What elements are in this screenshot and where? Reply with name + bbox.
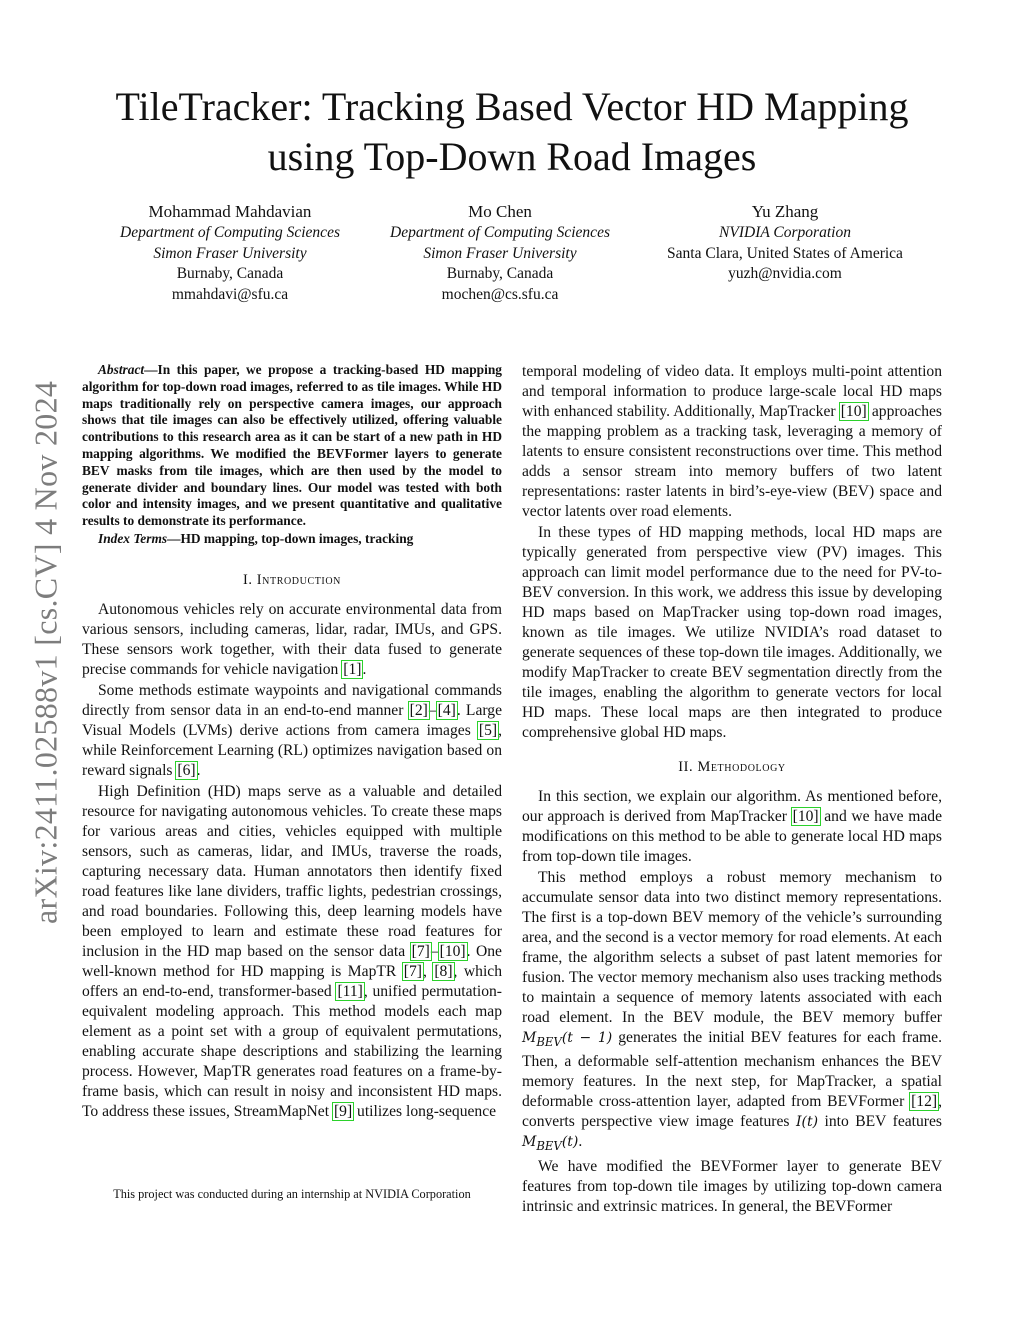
text-span: utilizes long-sequence xyxy=(353,1102,497,1120)
text-span: generates the initial BEV features for each frame. Then, a deformable self-attention mechanism enhances the BEV memory features. In the next step, for MapTracker, a spatial deformable cross-attention layer, adapted from BEVFormer xyxy=(522,1029,942,1110)
citation-link[interactable]: [4] xyxy=(437,701,456,719)
text-span: approaches the mapping problem as a tracking task, leveraging a memory of latents to ensure consistent reconstructions over time. This method adds a sensor stream into memory buffers of two latent representations: raster latents in bird’s-eye-view (BEV) space and vector latents over road elements. xyxy=(522,403,942,520)
text-span: This method employs a robust memory mechanism to accumulate sensor data into two distinct memory representations. The first is a top-down BEV memory of the vehicle’s surrounding area, and the second is a vector memory for road elements. At each frame, the algorithm selects a subset of past latent memories for fusion. The vector memory mechanism also uses tracking methods to maintain a sequence of memory latents associated with each road element. In the BEV module, the BEV memory buffer xyxy=(522,869,942,1026)
citation-link[interactable]: [1] xyxy=(343,660,362,678)
author-dept: Department of Computing Sciences xyxy=(120,224,340,241)
math-argument: (t) xyxy=(561,1133,579,1150)
text-span: temporal modeling of video data. It employs multi-point attention and temporal information to produce large-scale local HD maps with enhanced stability. Additionally, MapTracker xyxy=(522,363,942,420)
section-heading-introduction: I. Introduction xyxy=(243,571,341,588)
text-span: . xyxy=(196,761,201,779)
citation-link[interactable]: [2] xyxy=(409,701,428,719)
text-span: , xyxy=(422,962,434,980)
text-span: , which offers an end-to-end, transformer-based xyxy=(82,962,502,1000)
text-span: High Definition (HD) maps serve as a valuable and detailed resource for navigating autonomous vehicles. To create these maps for various areas and cities, vehicles equipped with multiple sensors, such as cameras, lidar, and IMUs, traverse the roads, capturing necessary data. Human annotators then identify fixed road features like lane dividers, traffic lights, pedestrian crossings, and road boundaries. Following this, deep learning models have been employed to learn and estimate these road features for inclusion in the HD map based on the sensor data xyxy=(82,782,502,960)
paragraph: In these types of HD mapping methods, local HD maps are typically generated from perspective view (PV) images. This approach can limit model performance due to the need for PV-to-BEV conversion. In this work, we address this issue by developing HD maps based on MapTracker using top-down road images, known as tile images. We utilize NVIDIA’s road dataset to generate sequences of these top-down tile images. Additionally, we modify MapTracker to create BEV segmentation directly from the tile images, enabling the algorithm to generate vectors for local HD maps. These local maps are then integrated to produce comprehensive global HD maps. xyxy=(522,524,942,741)
citation-link[interactable]: [9] xyxy=(333,1102,353,1120)
author-3 xyxy=(637,200,933,285)
text-span: , while Reinforcement Learning (RL) optimizes navigation based on reward signals xyxy=(82,721,502,779)
section-heading-methodology: II. Methodology xyxy=(678,759,786,775)
math-expression xyxy=(522,1030,613,1049)
paragraph xyxy=(82,600,502,680)
citation-link[interactable]: [12] xyxy=(911,1092,938,1110)
citation-link[interactable]: [7] xyxy=(411,942,430,960)
citation-link[interactable]: [6] xyxy=(177,761,196,779)
math-subscript: BEV xyxy=(536,1138,562,1153)
text-span: . xyxy=(362,660,367,678)
text-span: Autonomous vehicles rely on accurate environmental data from various sensors, including cameras, lidar, radar, IMUs, and GPS. These sensors work together, with their data fused to generate precise commands for vehicle navigation xyxy=(82,600,502,678)
index-terms-label: Index Terms xyxy=(98,530,168,546)
paragraph xyxy=(522,362,942,522)
text-span: . One well-known method for HD mapping is MapTR xyxy=(82,942,502,980)
math-symbol: M xyxy=(522,1030,537,1046)
paragraph xyxy=(82,782,502,1122)
abstract-text: —In this paper, we propose a tracking-based HD mapping algorithm for top-down road images, referred to as tile images. While HD maps traditionally rely on perspective camera images, our approach shows that tile images can also be effectively utilized, offering valuable contributions to this research area as it can be start of a new path in HD mapping algorithms. We modified the BEVFormer layers to generate BEV masks from tile images, which are then used by the model to generate divider and boundary lines. Our model was tested with both color and intensity images, and we present quantitative and qualitative results to demonstrate its performance. xyxy=(82,362,502,529)
text-span: . Large Visual Models (LVMs) derive actions from camera images xyxy=(82,701,503,739)
math-expression xyxy=(522,1133,579,1153)
right-column xyxy=(522,362,942,1217)
paper-title: TileTracker: Tracking Based Vector HD Mapping using Top-Down Road Images xyxy=(115,84,909,179)
author-email[interactable]: mochen@cs.sfu.ca xyxy=(441,285,559,303)
citation-link[interactable]: [10] xyxy=(792,808,819,825)
text-span: . xyxy=(578,1132,583,1150)
paragraph: We have modified the BEVFormer layer to generate BEV features from top-down tile images by utilizing top-down camera intrinsic and extrinsic matrices. In general, the BEVFormer xyxy=(522,1157,942,1215)
citation-link[interactable]: [8] xyxy=(434,962,453,980)
text-span: – xyxy=(430,942,439,960)
math-argument: (t − 1) xyxy=(561,1030,613,1046)
author-email[interactable]: mmahdavi@sfu.ca xyxy=(171,285,289,303)
left-column xyxy=(82,362,502,1122)
text-span: – xyxy=(428,701,437,719)
author-block xyxy=(90,200,950,310)
text-span: into BEV features xyxy=(818,1112,942,1130)
footnote: This project was conducted during an internship at NVIDIA Corporation xyxy=(113,1187,471,1201)
author-dept: Department of Computing Sciences xyxy=(390,224,610,241)
text-span: , converts perspective view image features xyxy=(522,1092,942,1130)
math-subscript: BEV xyxy=(536,1034,562,1049)
text-span: and we have made modifications on this method to be able to generate local HD maps from top-down tile images. xyxy=(522,808,942,865)
citation-link[interactable]: [5] xyxy=(478,721,498,739)
author-1 xyxy=(90,200,370,305)
author-email[interactable]: yuzh@nvidia.com xyxy=(728,265,842,282)
arxiv-identifier: arXiv:2411.02588v1 [cs.CV] 4 Nov 2024 xyxy=(27,380,64,924)
paragraph xyxy=(82,681,502,781)
author-2 xyxy=(360,200,640,305)
math-symbol: M xyxy=(522,1133,537,1150)
citation-link[interactable]: [10] xyxy=(439,942,466,960)
text-span: , unified permutation-equivalent modeling approach. This method models each map element as a point set with a group of equivalent permutations, enabling accurate shape descriptions and stabilizing the learning process. However, MapTR generates road features on a frame-by-frame basis, which can result in noisy and inconsistent HD maps. To address these issues, StreamMapNet xyxy=(82,982,502,1120)
citation-link[interactable]: [7] xyxy=(403,962,422,980)
author-location: Burnaby, Canada xyxy=(176,265,284,282)
math-expression: I(t) xyxy=(795,1113,819,1130)
paragraph xyxy=(522,787,942,867)
author-org: NVIDIA Corporation xyxy=(719,224,851,241)
text-span: In this section, we explain our algorithm. As mentioned before, our approach is derived from MapTracker xyxy=(522,788,942,825)
author-org: Simon Fraser University xyxy=(423,244,577,262)
citation-link[interactable]: [11] xyxy=(337,982,363,1000)
author-location: Burnaby, Canada xyxy=(446,265,554,282)
citation-link[interactable]: [10] xyxy=(840,403,867,420)
abstract-label: Abstract xyxy=(98,362,145,377)
paragraph xyxy=(522,868,942,1156)
author-name: Mo Chen xyxy=(468,202,532,221)
text-span: Some methods estimate waypoints and navigational commands directly from sensor data in an end-to-end manner xyxy=(82,681,502,719)
author-org: Simon Fraser University xyxy=(153,244,307,262)
author-location: Santa Clara, United States of America xyxy=(667,244,903,262)
author-name: Mohammad Mahdavian xyxy=(148,202,312,221)
author-name: Yu Zhang xyxy=(751,202,819,221)
abstract xyxy=(82,362,502,548)
index-terms-text: —HD mapping, top-down images, tracking xyxy=(167,530,414,546)
